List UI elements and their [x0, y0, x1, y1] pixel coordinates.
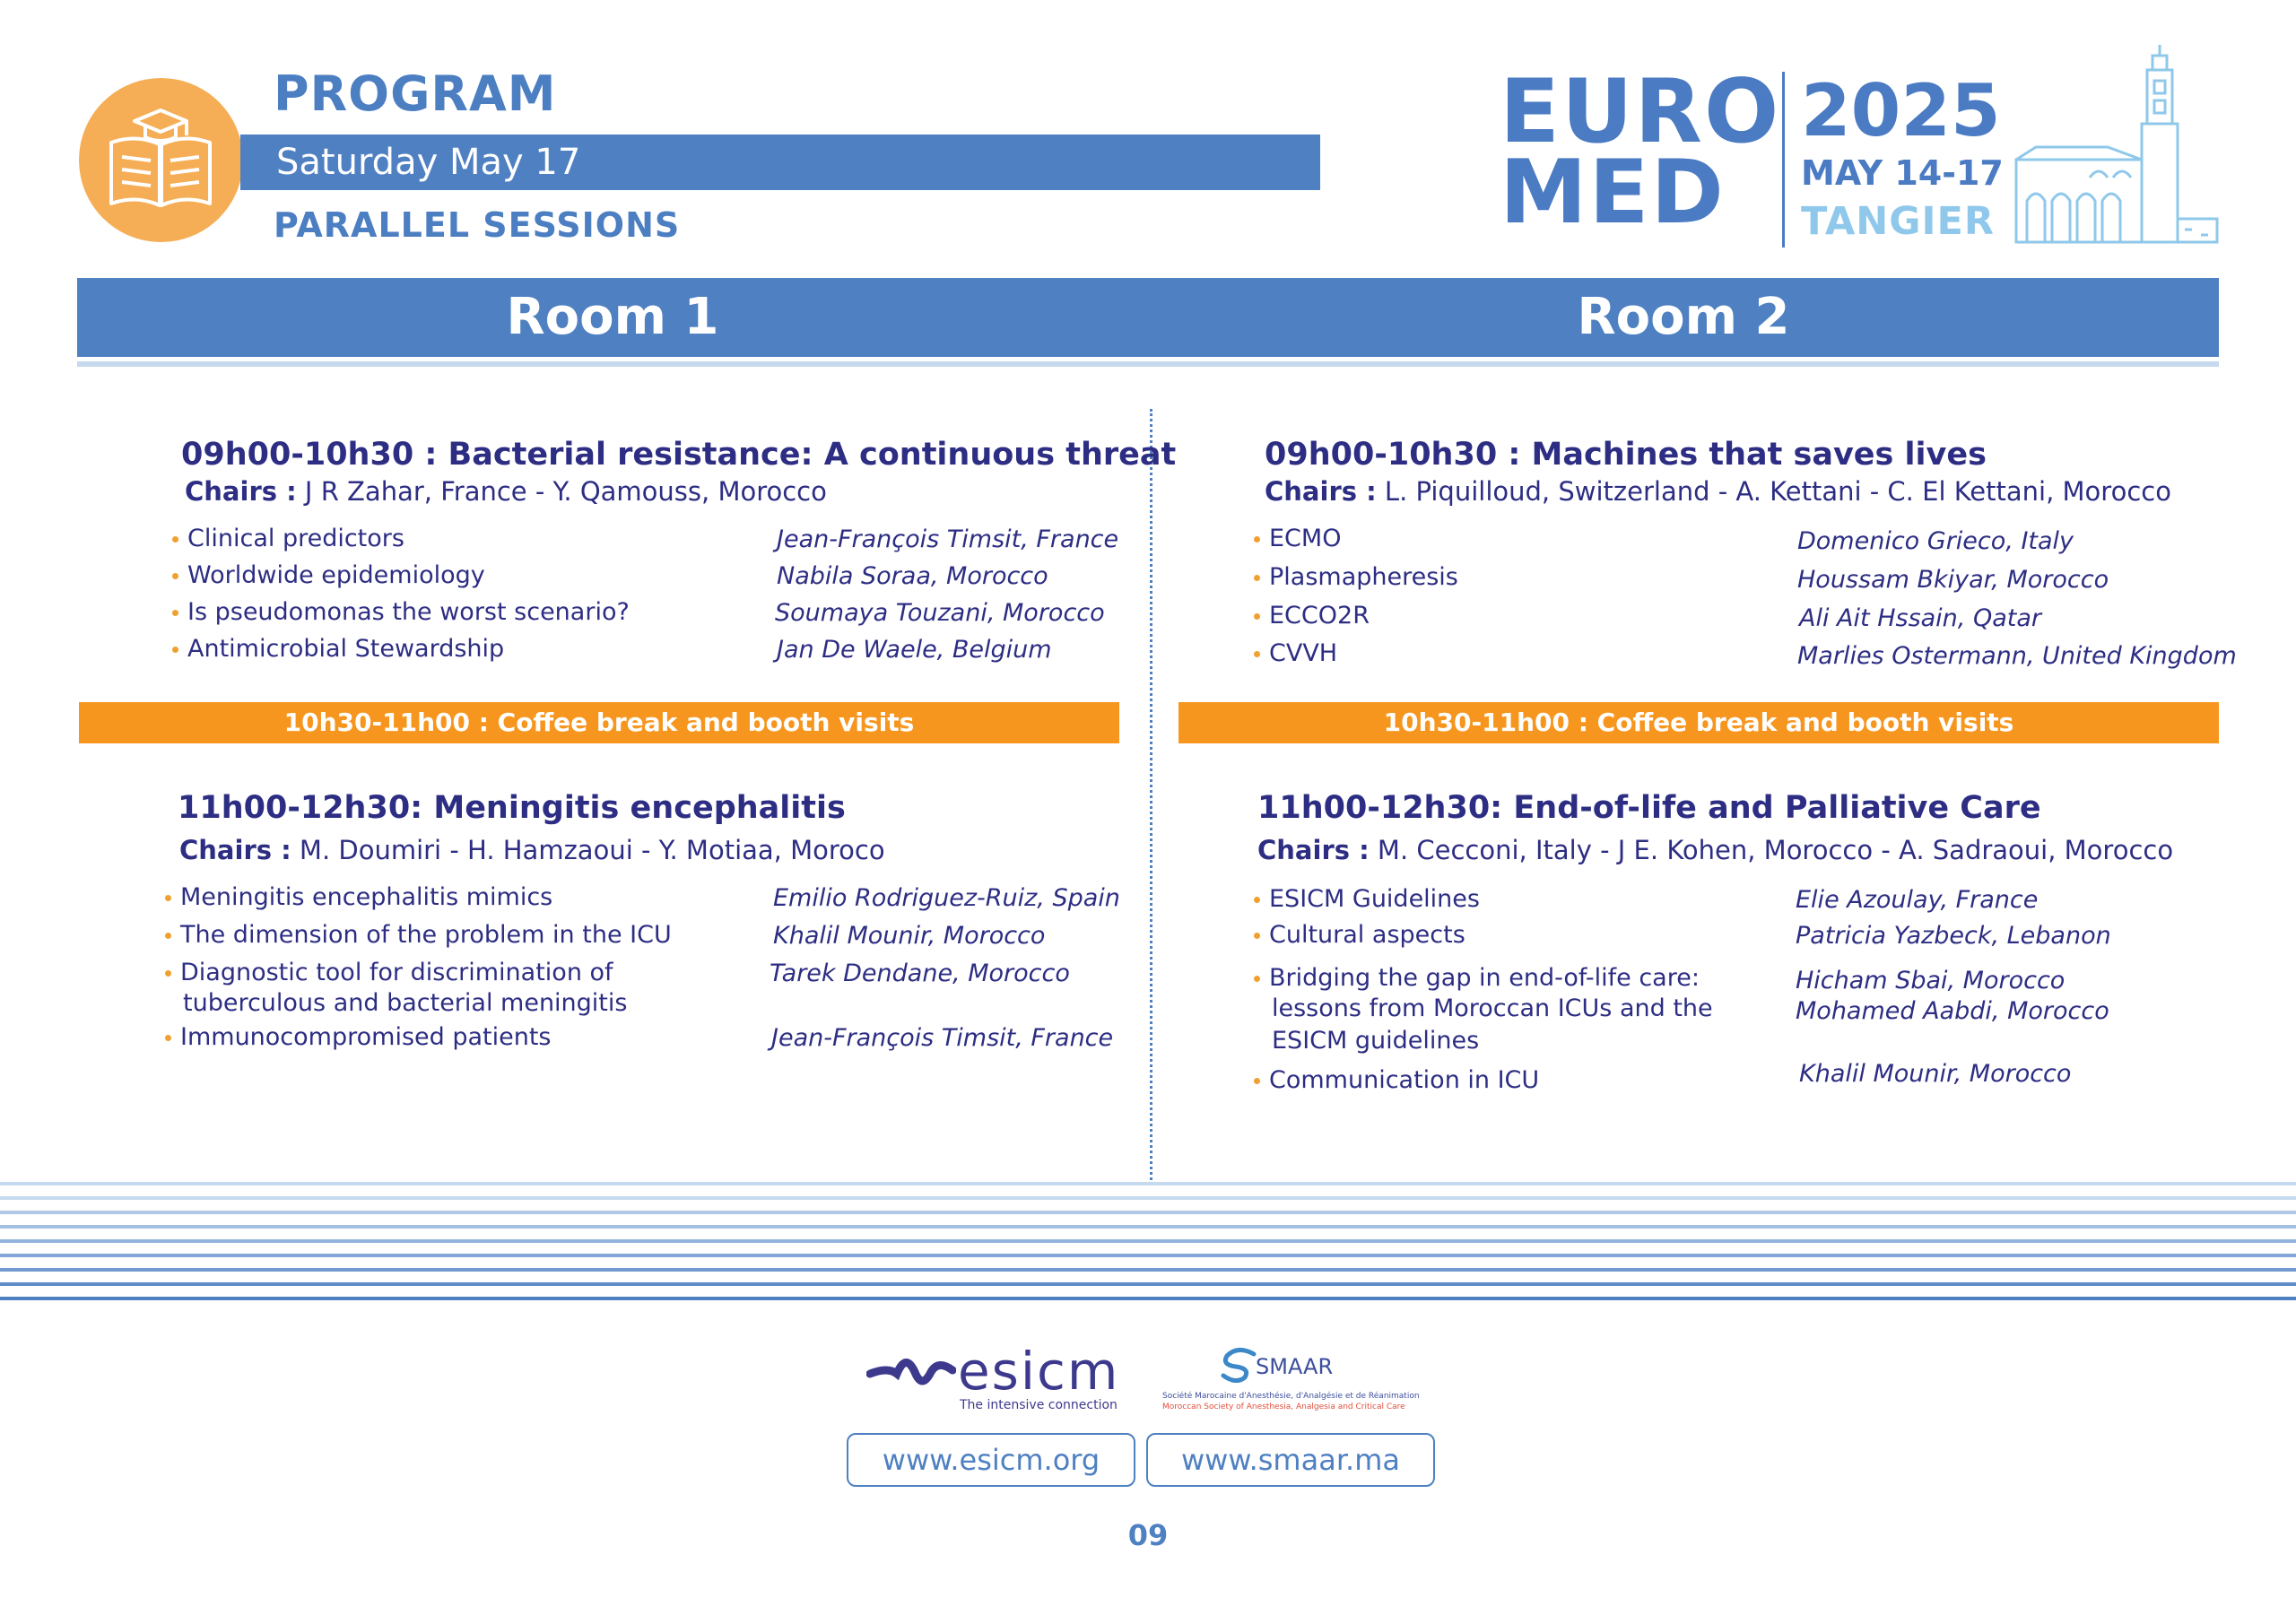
stripe: [0, 1225, 2296, 1229]
bullet-icon: [172, 536, 178, 543]
bullet-icon: [172, 573, 178, 579]
talk-topic: CVVH: [1269, 639, 1338, 667]
stripe: [0, 1254, 2296, 1257]
esicm-logo-text: esicm: [958, 1341, 1120, 1402]
list-item: [172, 634, 504, 664]
talk-topic: Meningitis encephalitis mimics: [180, 883, 553, 911]
bullet-icon: [165, 1035, 171, 1041]
talk-speaker: Tarek Dendane, Morocco: [770, 960, 1070, 987]
talk-topic-continued: ESICM guidelines: [1272, 1027, 1480, 1055]
room1-session2-chairs: [179, 835, 885, 865]
talk-topic: ECCO2R: [1269, 602, 1370, 630]
stripe: [0, 1282, 2296, 1286]
chairs-names: M. Doumiri - H. Hamzaoui - Y. Motiaa, Moroco: [291, 835, 885, 865]
list-item: [1254, 884, 1480, 915]
talk-topic: Clinical predictors: [187, 525, 404, 552]
logo-year: 2025: [1801, 69, 2001, 152]
talk-speaker: Houssam Bkiyar, Morocco: [1797, 566, 2109, 594]
logo-euro: EURO: [1500, 61, 1781, 163]
smaar-logo-text: SMAAR: [1256, 1354, 1334, 1379]
stripe: [0, 1297, 2296, 1300]
bullet-icon: [1254, 575, 1260, 581]
logo-med: MED: [1500, 142, 1726, 244]
program-icon-circle: [79, 78, 243, 242]
chairs-label: Chairs :: [185, 476, 297, 507]
bullet-icon: [1254, 1078, 1260, 1084]
talk-speaker: Patricia Yazbeck, Lebanon: [1796, 922, 2111, 950]
bullet-icon: [165, 895, 171, 901]
list-item: [172, 524, 404, 554]
talk-topic-continued: tuberculous and bacterial meningitis: [183, 989, 628, 1017]
coffee-break-text: 10h30-11h00 : Coffee break and booth visits: [283, 708, 915, 737]
stripe: [0, 1211, 2296, 1214]
bullet-icon: [172, 610, 178, 616]
list-item: [1254, 920, 1465, 951]
room-header-underline: [77, 361, 2219, 367]
list-item: [1254, 638, 1337, 669]
talk-topic: ECMO: [1269, 525, 1342, 552]
talk-topic: Worldwide epidemiology: [187, 561, 485, 589]
esicm-logo-icon: [866, 1347, 956, 1399]
list-item: [1254, 963, 1700, 994]
bullet-icon: [1254, 651, 1260, 657]
book-graduation-icon: [79, 78, 243, 242]
chairs-names: L. Piquilloud, Switzerland - A. Kettani - C. El Kettani, Morocco: [1376, 476, 2171, 507]
talk-speaker: Khalil Mounir, Morocco: [773, 922, 1046, 950]
smaar-logo-icon: [1220, 1347, 1259, 1383]
room2-session1-title: 09h00-10h30 : Machines that saves lives: [1265, 437, 1987, 473]
smaar-english-name: Moroccan Society of Anesthesia, Analgesia and Critical Care: [1162, 1403, 1405, 1411]
talk-topic: Communication in ICU: [1269, 1066, 1540, 1094]
talk-topic: ESICM Guidelines: [1269, 885, 1480, 913]
list-item: [172, 560, 485, 591]
list-item: [165, 882, 552, 913]
bullet-icon: [165, 970, 171, 977]
talk-topic: Is pseudomonas the worst scenario?: [187, 598, 630, 626]
bullet-icon: [172, 647, 178, 653]
chairs-label: Chairs :: [1257, 835, 1370, 865]
talk-speaker: Soumaya Touzani, Morocco: [775, 599, 1105, 627]
esicm-url-link[interactable]: www.esicm.org: [847, 1433, 1135, 1487]
list-item: [165, 1022, 552, 1053]
talk-speaker: Mohamed Aabdi, Morocco: [1796, 997, 2109, 1025]
bullet-icon: [165, 933, 171, 939]
list-item: [1254, 524, 1341, 554]
bullet-icon: [1254, 536, 1260, 543]
bullet-icon: [1254, 933, 1260, 939]
tangier-skyline-icon: [2009, 43, 2224, 249]
chairs-label: Chairs :: [1265, 476, 1377, 507]
euromed-logo-wordmark: [1500, 61, 1781, 244]
room-2-label: Room 2: [1577, 288, 1790, 346]
room1-session2-title: 11h00-12h30: Meningitis encephalitis: [178, 790, 846, 826]
room2-session2-title: 11h00-12h30: End-of-life and Palliative Care: [1257, 790, 2041, 826]
talk-speaker: Khalil Mounir, Morocco: [1799, 1060, 2072, 1088]
list-item: [165, 920, 672, 951]
talk-topic: Antimicrobial Stewardship: [187, 635, 505, 663]
program-date: Saturday May 17: [276, 142, 581, 183]
talk-topic: Immunocompromised patients: [180, 1023, 552, 1051]
talk-topic: The dimension of the problem in the ICU: [180, 921, 672, 949]
talk-speaker: Ali Ait Hssain, Qatar: [1799, 604, 2041, 632]
talk-speaker: Jean-François Timsit, France: [771, 1024, 1114, 1052]
list-item: [1254, 1065, 1539, 1096]
talk-speaker: Elie Azoulay, France: [1796, 886, 2039, 914]
room2-session1-chairs: [1265, 476, 2171, 507]
parallel-sessions-heading: PARALLEL SESSIONS: [274, 205, 681, 245]
list-item: [165, 958, 613, 988]
room1-session1-title: 09h00-10h30 : Bacterial resistance: A continuous threat: [181, 437, 1177, 473]
stripe: [0, 1196, 2296, 1200]
talk-speaker: Hicham Sbai, Morocco: [1796, 967, 2066, 994]
room-divider: [1150, 409, 1152, 1180]
talk-topic-continued: lessons from Moroccan ICUs and the: [1272, 994, 1713, 1022]
program-title: PROGRAM: [274, 65, 557, 122]
talk-speaker: Nabila Soraa, Morocco: [777, 562, 1048, 590]
logo-dates: MAY 14-17: [1801, 153, 2004, 193]
stripe: [0, 1182, 2296, 1185]
bullet-icon: [1254, 613, 1260, 620]
smaar-url-link[interactable]: www.smaar.ma: [1146, 1433, 1435, 1487]
stripe: [0, 1239, 2296, 1243]
page-number: 09: [1127, 1518, 1169, 1552]
talk-topic: Plasmapheresis: [1269, 563, 1458, 591]
logo-city: TANGIER: [1801, 199, 1996, 244]
chairs-names: M. Cecconi, Italy - J E. Kohen, Morocco - A. Sadraoui, Morocco: [1369, 835, 2174, 865]
list-item: [1254, 562, 1458, 593]
talk-topic: Cultural aspects: [1269, 921, 1465, 949]
esicm-tagline: The intensive connection: [960, 1398, 1118, 1412]
talk-topic: Diagnostic tool for discrimination of: [180, 959, 613, 986]
date-bar: [240, 135, 1320, 190]
list-item: [172, 597, 630, 628]
room-1-label: Room 1: [506, 288, 719, 346]
list-item: [1254, 601, 1370, 631]
room2-session2-chairs: [1257, 835, 2174, 865]
talk-speaker: Jan De Waele, Belgium: [777, 636, 1052, 664]
talk-speaker: Marlies Ostermann, United Kingdom: [1797, 642, 2237, 670]
coffee-break-bar-room1: [79, 702, 1119, 743]
stripe: [0, 1268, 2296, 1272]
talk-speaker: Jean-François Timsit, France: [777, 525, 1119, 553]
bullet-icon: [1254, 897, 1260, 903]
chairs-names: J R Zahar, France - Y. Qamouss, Morocco: [296, 476, 827, 507]
bullet-icon: [1254, 976, 1260, 982]
coffee-break-bar-room2: [1178, 702, 2219, 743]
logo-separator: [1782, 72, 1785, 248]
coffee-break-text: 10h30-11h00 : Coffee break and booth visits: [1383, 708, 2014, 737]
smaar-french-name: Société Marocaine d'Anesthésie, d'Analgésie et de Réanimation: [1162, 1392, 1420, 1401]
room1-session1-chairs: [185, 476, 827, 507]
room-header-bar: [77, 278, 2219, 357]
talk-speaker: Emilio Rodriguez-Ruiz, Spain: [773, 884, 1120, 912]
talk-speaker: Domenico Grieco, Italy: [1797, 527, 2074, 555]
talk-topic: Bridging the gap in end-of-life care:: [1269, 964, 1700, 992]
chairs-label: Chairs :: [179, 835, 291, 865]
